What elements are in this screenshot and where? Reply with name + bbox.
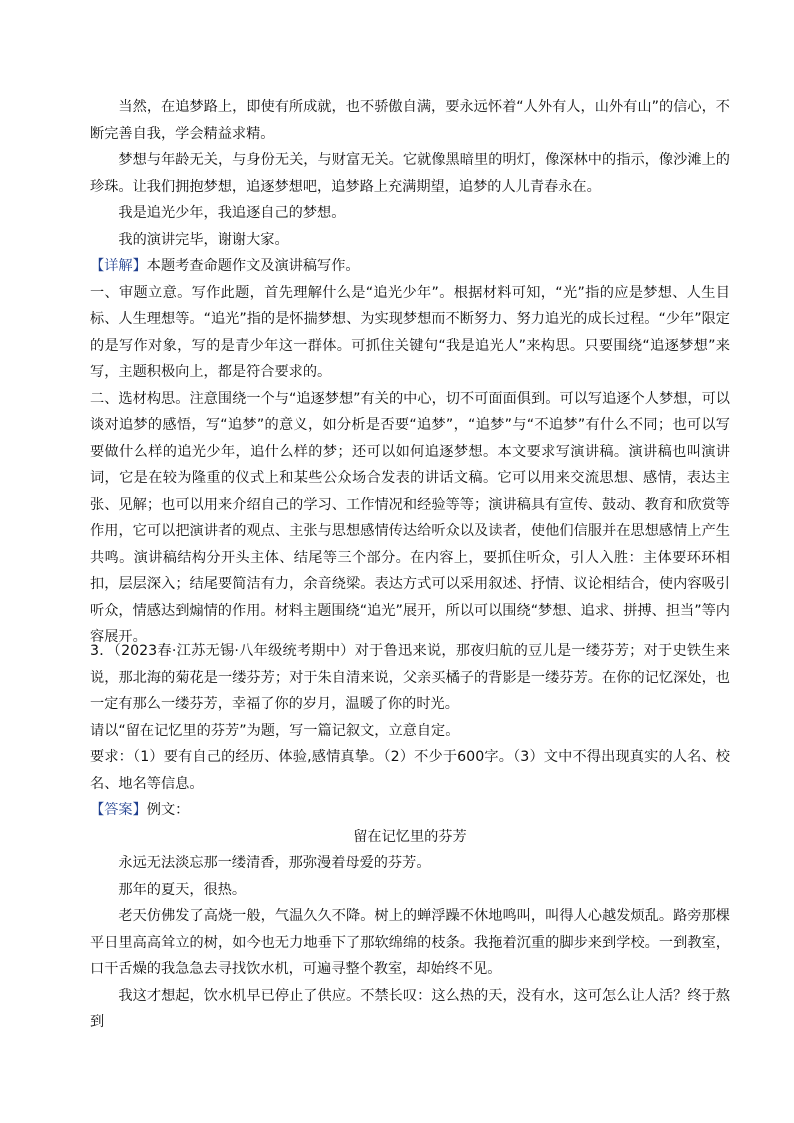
- question-3-section: [90, 638, 730, 1036]
- essay-ending-section: [90, 94, 730, 253]
- detail-point-1: 一、审题立意。写作此题，首先理解什么是“追光少年”。根据材料可知，“光”指的应是梦想、人生目标、人生理想等。“追光”指的是怀揣梦想、为实现梦想而不断努力、努力追光的成长过程。“少年”限定的是写作对象，写的是青少年这一群体。可抓住关键句“我是追光人”来构思。只要围绕“追逐梦想”来写，主题积极向上，都是符合要求的。: [90, 284, 730, 380]
- essay-title: 留在记忆里的芬芳: [353, 828, 467, 845]
- detail-tag: 【详解】: [90, 258, 147, 274]
- answer-heading: [90, 797, 730, 824]
- detail-point-2: 二、选材构思。注意围绕一个与“追逐梦想”有关的中心，切不可面面俱到。可以写追逐个人梦想，可以谈对追梦的感悟，写“追梦”的意义，如分析是否要“追梦”，“追梦”与“不追梦”有什么不同；也可以写要做什么样的追光少年，追什么样的梦；还可以如何追逐梦想。本文要求写演讲稿。演讲稿也叫演讲词，它是在较为隆重的仪式上和某些公众场合发表的讲话文稿。它可以用来交流思想、感情，表达主张、见解；也可以用来介绍自己的学习、工作情况和经验等等；演讲稿具有宣传、鼓动、教育和欣赏等作用，它可以把演讲者的观点、主张与思想感情传达给听众以及读者，使他们信服并在思想感情上产生共鸣。演讲稿结构分开头主体、结尾等三个部分。在内容上，要抓住听众，引人入胜：主体要环环相扣，层层深入；结尾要简洁有力，余音绕梁。表达方式可以采用叙述、抒情、议论相结合，使内容吸引听众，情感达到煽情的作用。材料主题围绕“追光”展开，所以可以围绕“梦想、追求、拼搏、担当”等内容展开。: [90, 390, 730, 645]
- detail-heading: [90, 253, 730, 280]
- paragraph: 那年的夏天，很热。: [118, 881, 247, 898]
- detail-intro: 本题考查命题作文及演讲稿写作。: [146, 258, 360, 274]
- question-stem: 3．（2023春·江苏无锡·八年级统考期中）对于鲁迅来说，那夜归航的豆儿是一缕芬芳；对于史铁生来说，那北海的菊花是一缕芬芳；对于朱自清来说，父亲买橘子的背影是一缕芬芳。在你的记忆深处，也一定有那么一缕芬芳，幸福了你的岁月，温暖了你的时光。: [90, 643, 730, 712]
- detail-section: [90, 253, 730, 651]
- paragraph: 梦想与年龄无关，与身份无关，与财富无关。它就像黑暗里的明灯，像深林中的指示，像沙滩上的珍珠。让我们拥抱梦想，追逐梦想吧，追梦路上充满期望，追梦的人儿青春永在。: [90, 152, 730, 195]
- question-prompt: 请以“留在记忆里的芬芳”为题，写一篇记叙文，立意自定。: [90, 722, 460, 739]
- paragraph: 老天仿佛发了高烧一般，气温久久不降。树上的蝉浮躁不休地鸣叫，叫得人心越发烦乱。路旁那棵平日里高高耸立的树，如今也无力地垂下了那软绵绵的枝条。我拖着沉重的脚步来到学校。一到教室，口干舌燥的我急急去寻找饮水机，可遍寻整个教室，却始终不见。: [90, 908, 730, 977]
- paragraph: 我是追光少年，我追逐自己的梦想。: [118, 205, 346, 221]
- paragraph: 当然，在追梦路上，即使有所成就，也不骄傲自满，要永远怀着“人外有人，山外有山”的信心，不断完善自我，学会精益求精。: [90, 99, 730, 142]
- answer-label: 例文：: [146, 802, 190, 818]
- paragraph: 永远无法淡忘那一缕清香，那弥漫着母爱的芬芳。: [118, 855, 431, 871]
- answer-tag: 【答案】: [90, 802, 147, 818]
- paragraph: 我这才想起，饮水机早已停止了供应。不禁长叹：这么热的天，没有水，这可怎么让人活？终于熬到: [90, 987, 730, 1030]
- paragraph: 我的演讲完毕，谢谢大家。: [118, 231, 289, 248]
- question-requirements: 要求：（1）要有自己的经历、体验,感情真挚。（2）不少于600字。（3）文中不得出现真实的人名、校名、地名等信息。: [90, 749, 730, 792]
